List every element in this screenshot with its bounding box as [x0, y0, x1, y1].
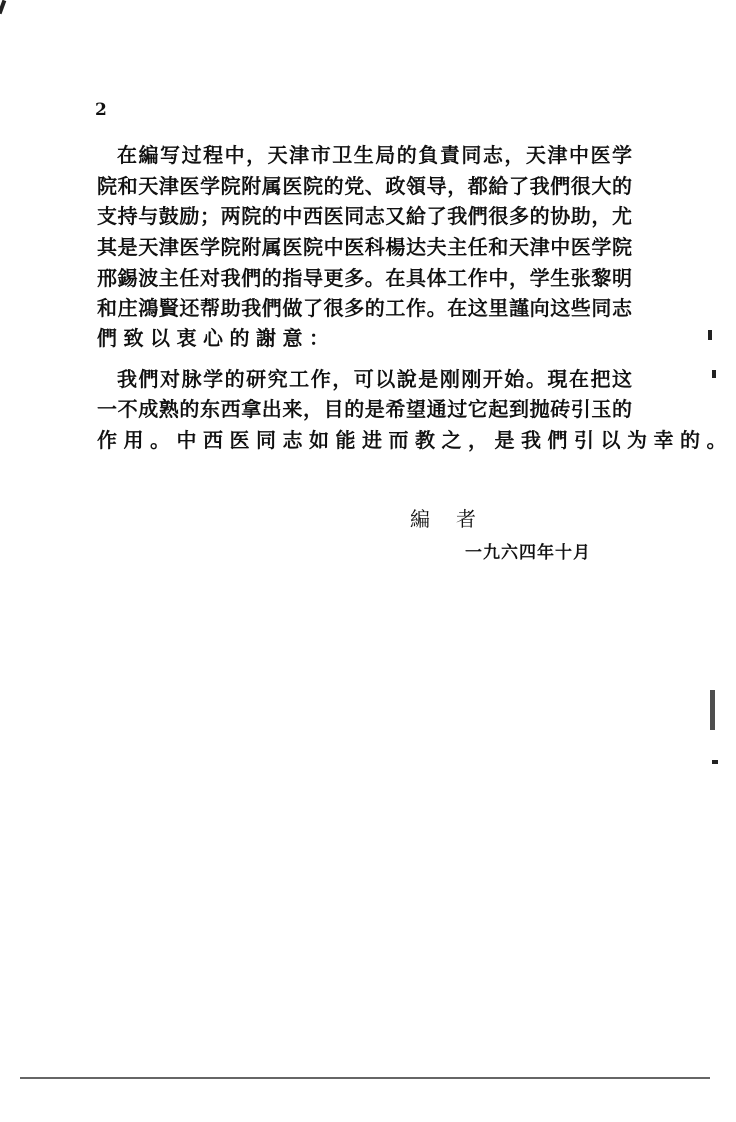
text-line: 其是天津医学院附属医院中医科楊达夫主任和天津中医学院 [97, 235, 632, 259]
text-line: 一不成熟的东西拿出来，目的是希望通过它起到抛砖引玉的 [97, 397, 632, 421]
page-edge-line [20, 1077, 710, 1079]
text-line: 邢錫波主任对我們的指导更多。在具体工作中，学生张黎明 [97, 266, 632, 290]
text-line: 在編写过程中，天津市卫生局的負責同志，天津中医学 [117, 143, 632, 167]
scan-artifact [708, 330, 712, 340]
text-line: 們致以衷心的謝意： [97, 326, 336, 350]
scan-artifact [710, 690, 715, 730]
date: 一九六四年十月 [465, 543, 591, 563]
text-line: 我們对脉学的研究工作，可以說是刚刚开始。現在把这 [117, 367, 632, 391]
page-number: 2 [95, 100, 107, 120]
scan-artifact [712, 760, 718, 764]
text-line: 院和天津医学院附属医院的党、政領导，都給了我們很大的 [97, 174, 632, 198]
text-line: 支持与鼓励；两院的中西医同志又給了我們很多的协助，尤 [97, 204, 632, 228]
scan-artifact [712, 370, 716, 378]
scan-artifact [0, 0, 6, 14]
signature: 編者 [410, 507, 502, 531]
text-line: 和庄鴻賢还帮助我們做了很多的工作。在这里謹向这些同志 [97, 296, 632, 320]
text-line: 作用。中西医同志如能进而教之，是我們引以为幸的。 [97, 428, 733, 452]
